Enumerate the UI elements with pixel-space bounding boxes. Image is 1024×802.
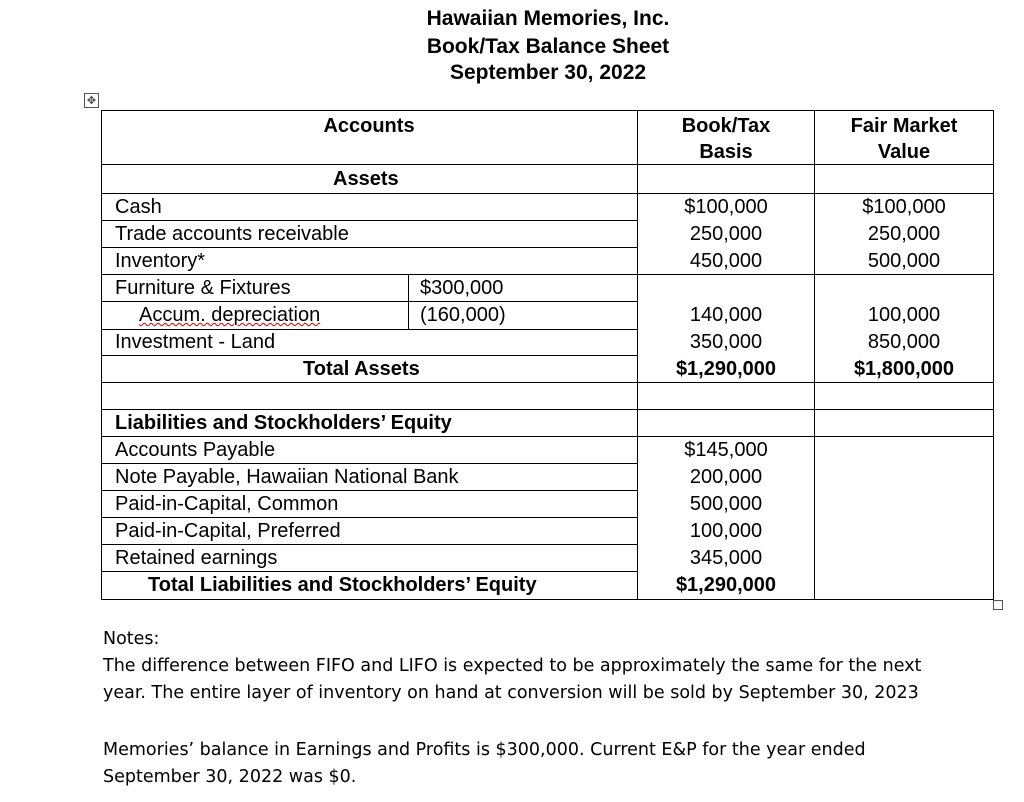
asset-label-inventory: Inventory* <box>115 250 206 272</box>
asset-book-furniture-net: 140,000 <box>689 304 763 326</box>
asset-fmv-receivable: 250,000 <box>867 223 941 245</box>
table-resize-handle-icon[interactable] <box>993 600 1003 610</box>
book-tax-header-line1: Book/Tax <box>681 115 771 137</box>
equity-label-common: Paid-in-Capital, Common <box>115 493 339 515</box>
asset-book-receivable: 250,000 <box>689 223 763 245</box>
asset-label-accum-depreciation <box>139 302 320 329</box>
total-liabilities-book: $1,290,000 <box>675 574 777 596</box>
equity-book-preferred: 100,000 <box>689 520 763 542</box>
asset-sub-accum-depreciation: (160,000) <box>420 304 506 326</box>
asset-label-receivable: Trade accounts receivable <box>115 223 349 245</box>
notes-p2-line2: September 30, 2022 was $0. <box>103 767 357 787</box>
asset-fmv-furniture-net: 100,000 <box>867 304 941 326</box>
company-name: Hawaiian Memories, Inc. <box>426 7 670 30</box>
total-assets-book: $1,290,000 <box>675 358 777 380</box>
liability-label-note: Note Payable, Hawaiian National Bank <box>115 466 459 488</box>
asset-fmv-inventory: 500,000 <box>867 250 941 272</box>
notes-p1-line2: year. The entire layer of inventory on hand at conversion will be sold by September 30, 2023 <box>103 683 919 703</box>
asset-fmv-cash: $100,000 <box>862 196 946 218</box>
asset-book-land: 350,000 <box>689 331 763 353</box>
asset-label-furniture: Furniture & Fixtures <box>115 277 291 299</box>
equity-label-preferred: Paid-in-Capital, Preferred <box>115 520 341 542</box>
asset-label-cash: Cash <box>115 196 162 218</box>
liability-label-ap: Accounts Payable <box>115 439 276 461</box>
total-assets-fmv: $1,800,000 <box>853 358 955 380</box>
liabilities-heading: Liabilities and Stockholders’ Equity <box>115 412 452 434</box>
fmv-header-line2: Value <box>877 141 931 163</box>
notes-heading: Notes: <box>103 629 160 649</box>
liability-book-note: 200,000 <box>689 466 763 488</box>
book-tax-header-line2: Basis <box>699 141 753 163</box>
asset-sub-furniture: $300,000 <box>420 277 504 299</box>
accounts-header: Accounts <box>323 115 415 137</box>
spellcheck-word: Accum. depreciation <box>139 304 321 326</box>
asset-book-cash: $100,000 <box>684 196 768 218</box>
asset-fmv-land: 850,000 <box>867 331 941 353</box>
total-liabilities-label: Total Liabilities and Stockholders’ Equity <box>148 574 537 596</box>
fmv-header-line1: Fair Market <box>850 115 958 137</box>
asset-label-land: Investment - Land <box>115 331 276 353</box>
notes-p2-line1: Memories’ balance in Earnings and Profits is $300,000. Current E&P for the year ended <box>103 740 866 760</box>
equity-book-retained: 345,000 <box>689 547 763 569</box>
total-assets-label: Total Assets <box>303 358 420 380</box>
equity-label-retained: Retained earnings <box>115 547 278 569</box>
notes-p1-line1: The difference between FIFO and LIFO is expected to be approximately the same for the next <box>103 656 922 676</box>
report-title: Book/Tax Balance Sheet <box>426 35 670 58</box>
table-move-handle-icon[interactable]: ✥ <box>84 93 99 108</box>
asset-book-inventory: 450,000 <box>689 250 763 272</box>
liability-book-ap: $145,000 <box>684 439 768 461</box>
equity-book-common: 500,000 <box>689 493 763 515</box>
assets-heading: Assets <box>333 168 399 190</box>
report-date: September 30, 2022 <box>449 61 647 84</box>
